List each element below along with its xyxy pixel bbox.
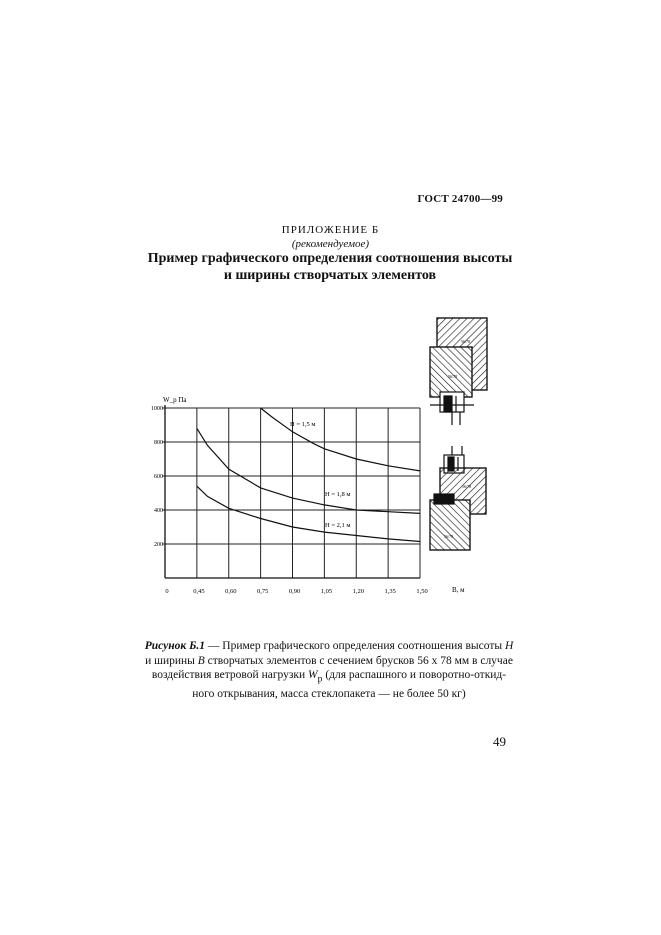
heading-line-1: Пример графического определения соотношения высоты: [147, 251, 513, 266]
x-tick-label: 1,50: [416, 588, 428, 595]
figure-caption: [134, 639, 524, 701]
standard-number: ГОСТ 24700—99: [417, 193, 503, 205]
caption-var-b: B: [197, 654, 205, 667]
caption-var-w: W: [308, 669, 318, 681]
chart: [151, 396, 465, 595]
x-axis-label: В, м: [452, 586, 465, 594]
y-tick-label: 1000: [151, 406, 163, 412]
profile-label: 56/78: [461, 339, 471, 344]
y-tick-label: 800: [154, 440, 163, 446]
series-line-3: [197, 486, 420, 541]
chart-series: [197, 408, 420, 542]
profile-label: 56/78: [444, 534, 454, 539]
profile-label: 56/78: [462, 484, 472, 489]
x-tick-label: 1,20: [352, 588, 364, 595]
caption-var-w-sub: p: [317, 673, 323, 685]
series-line-1: [261, 408, 420, 471]
x-tick-label: 1,05: [320, 588, 333, 595]
profile-section-top: [430, 318, 487, 425]
caption-line-2-pre: и ширины: [145, 654, 198, 667]
x-tick-label: 0,60: [225, 588, 237, 595]
x-tick-label: 1,35: [384, 588, 396, 595]
x-tick-label: 0,45: [193, 588, 205, 595]
caption-label: Рисунок Б.1: [144, 640, 206, 652]
x-tick-label: 0,75: [256, 588, 269, 595]
caption-line-4: ного открывания, масса стеклопакета — не более 50 кг): [192, 687, 466, 700]
y-tick-label: 200: [154, 542, 163, 548]
series-labels: [290, 421, 350, 529]
profile-section-bottom: [430, 446, 486, 550]
appendix-subtitle: (рекомендуемое): [291, 238, 370, 250]
profile-label: 56/78: [448, 374, 458, 379]
x-ticks: [165, 588, 427, 595]
caption-line-3-post: (для распашного и поворотно-откид-: [322, 669, 507, 681]
heading-line-2: и ширины створчатых элементов: [223, 268, 437, 283]
appendix-title: ПРИЛОЖЕНИЕ Б: [281, 224, 380, 236]
series-label: H = 1,8 м: [325, 491, 351, 498]
caption-line-3-pre: воздействия ветровой нагрузки: [151, 669, 309, 681]
page-number: 49: [493, 734, 506, 749]
series-label: H = 2,1 м: [325, 522, 351, 529]
y-axis-label: W_p Па: [163, 396, 187, 404]
caption-line-2-post: створчатых элементов с сечением брусков 56 х 78 мм в случае: [204, 654, 513, 667]
y-tick-label: 400: [154, 508, 163, 514]
x-tick-label: 0: [165, 588, 169, 595]
y-tick-label: 600: [154, 474, 163, 480]
x-tick-label: 0,90: [288, 588, 301, 595]
series-label: H = 1,5 м: [290, 421, 316, 428]
y-ticks: [151, 406, 163, 548]
caption-var-h: H: [504, 640, 514, 652]
caption-line-1: — Пример графического определения соотношения высоты: [205, 640, 505, 652]
